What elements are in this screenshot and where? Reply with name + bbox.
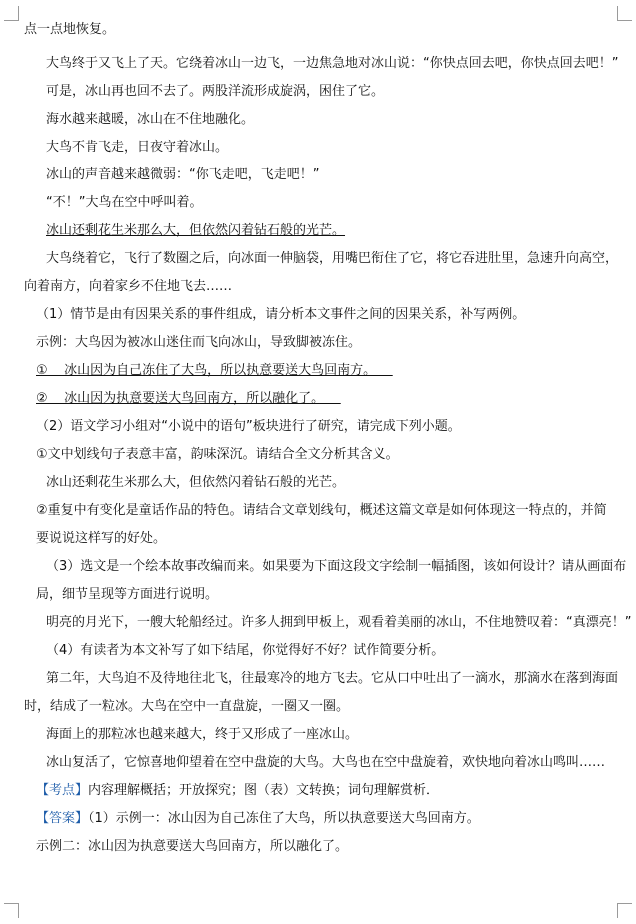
text-line: 局，细节呈现等方面进行说明。 <box>36 587 219 602</box>
answer-text: （1）示例一：冰山因为自己冻住了大鸟，所以执意要送大鸟回南方。 <box>88 811 480 826</box>
crop-mark-bottom-right <box>617 903 632 918</box>
question-2-2: ②重复中有变化是童话作品的特色。请结合文章划线句，概述这篇文章是如何体现这一特点的，并简 <box>36 503 607 518</box>
crop-mark-top-left <box>4 6 19 21</box>
text-line: 可是，冰山再也回不去了。两股洋流形成旋涡，困住了它。 <box>46 84 385 99</box>
kaodian-text: 内容理解概括；开放探究；图（表）文转换；词句理解赏析． <box>88 783 440 798</box>
answer-line: 示例二：冰山因为执意要送大鸟回南方，所以融化了。 <box>36 839 349 854</box>
text-line: 向着南方，向着家乡不住地飞去…… <box>24 279 233 294</box>
answer-line <box>36 811 626 827</box>
question-2-1: ①文中划线句子表意丰富，韵味深沉。请结合全文分析其含义。 <box>36 447 399 462</box>
passage-line: 海面上的那粒冰也越来越大，终于又形成了一座冰山。 <box>46 727 359 742</box>
kaodian-line <box>36 783 626 799</box>
passage-line: 冰山复活了，它惊喜地仰望着在空中盘旋的大鸟。大鸟也在空中盘旋着，欢快地向着冰山鸣叫…… <box>46 755 606 770</box>
underlined-sentence: 冰山还剩花生米那么大，但依然闪着钻石般的光芒。 <box>46 223 346 238</box>
answer-line-1: ① 冰山因为自己冻住了大鸟，所以执意要送大鸟回南方。 <box>36 363 393 378</box>
text-line: 海水越来越暖，冰山在不住地融化。 <box>46 112 255 127</box>
passage-line: 时，结成了一粒冰。大鸟在空中一直盘旋，一圈又一圈。 <box>24 699 350 714</box>
question-4: （4）有读者为本文补写了如下结尾，你觉得好不好？试作简要分析。 <box>46 643 445 658</box>
kaodian-tag: 【考点】 <box>36 783 89 798</box>
crop-mark-bottom-left <box>4 903 19 918</box>
text-line: 要说说这样写的好处。 <box>36 531 167 546</box>
text-line: 点一点地恢复。 <box>24 22 116 37</box>
passage-line: 第二年，大鸟迫不及待地往北飞，往最寒冷的地方飞去。它从口中吐出了一滴水，那滴水在落到海面 <box>46 671 619 686</box>
text-line: “不！”大鸟在空中呼叫着。 <box>46 195 203 210</box>
example-text: 示例：大鸟因为被冰山迷住而飞向冰山，导致脚被冻住。 <box>36 335 362 350</box>
quoted-sentence: 冰山还剩花生米那么大，但依然闪着钻石般的光芒。 <box>46 475 346 490</box>
question-3: （3）选文是一个绘本故事改编而来。如果要为下面这段文字绘制一幅插图，该如何设计？请从画面布 <box>46 559 627 574</box>
answer-tag: 【答案】 <box>36 811 89 826</box>
text-line: 冰山的声音越来越微弱：“你飞走吧，飞走吧！” <box>46 167 320 182</box>
crop-mark-top-right <box>617 6 632 21</box>
text-line: 大鸟绕着它，飞行了数圈之后，向冰面一伸脑袋，用嘴巴衔住了它，将它吞进肚里，急速升向高空， <box>46 251 619 266</box>
text-line: 大鸟不肯飞走，日夜守着冰山。 <box>46 140 229 155</box>
text-line: 大鸟终于又飞上了天。它绕着冰山一边飞，一边焦急地对冰山说：“你快点回去吧，你快点回去吧！” <box>46 56 619 71</box>
answer-line-2: ② 冰山因为执意要送大鸟回南方，所以融化了。 <box>36 391 341 406</box>
question-1: （1）情节是由有因果关系的事件组成，请分析本文事件之间的因果关系，补写两例。 <box>36 307 526 322</box>
question-2: （2）语文学习小组对“小说中的语句”板块进行了研究，请完成下列小题。 <box>36 419 461 434</box>
passage-line: 明亮的月光下，一艘大轮船经过。许多人拥到甲板上，观看着美丽的冰山，不住地赞叹着：“真漂亮！” <box>46 615 632 630</box>
